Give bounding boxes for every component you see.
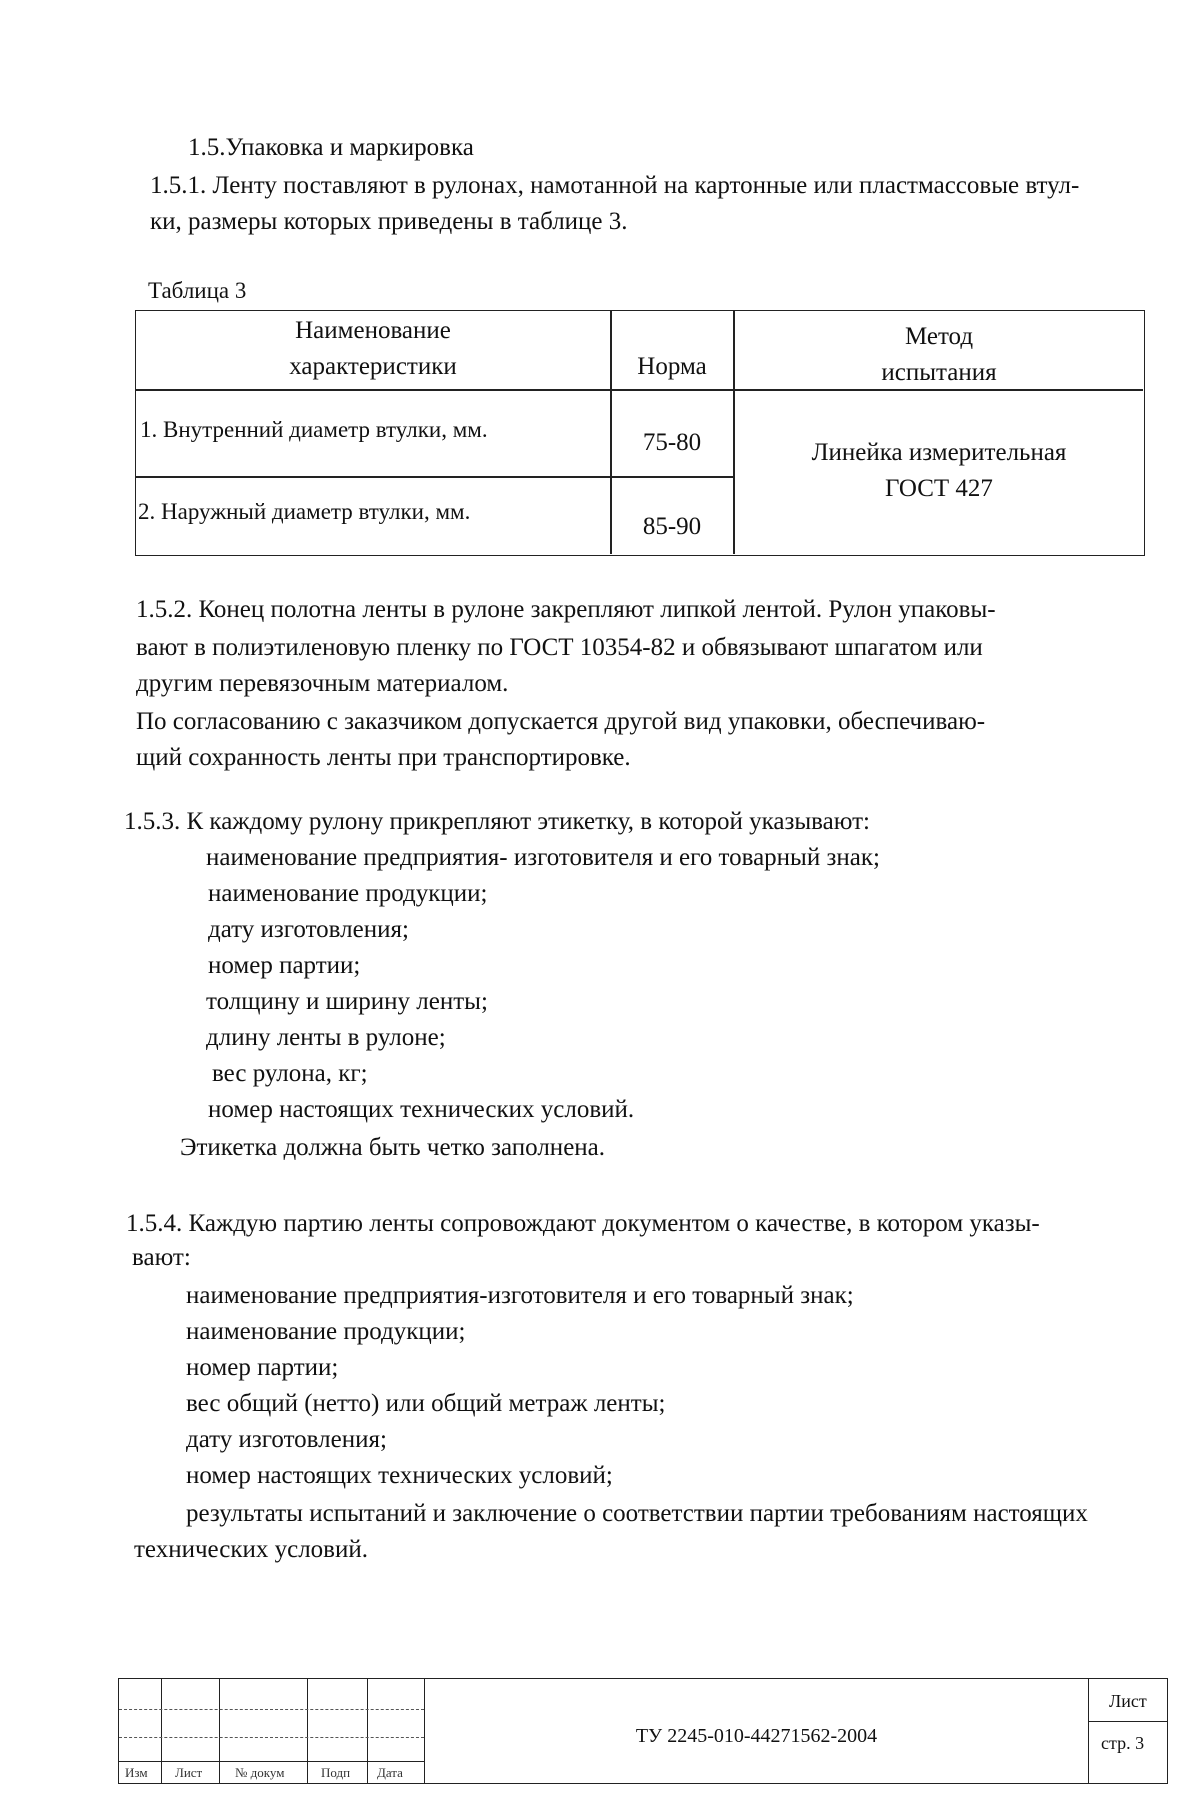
paragraph-1-5-1-line1: 1.5.1. Ленту поставляют в рулонах, намотанной на картонные или пластмассовые втул- bbox=[150, 172, 1080, 199]
sheet-label: Лист bbox=[1109, 1691, 1147, 1711]
header-name-cell bbox=[136, 313, 610, 385]
list-item: дату изготовления; bbox=[208, 916, 409, 943]
table-row-2-norm: 85-90 bbox=[642, 513, 702, 540]
header-method-line1: Метод bbox=[904, 323, 974, 350]
stamp-label-izm: Изм bbox=[125, 1765, 148, 1780]
list-item: дату изготовления; bbox=[186, 1426, 387, 1453]
stamp-label-signature: Подп bbox=[321, 1765, 351, 1780]
table-row-2-name: 2. Наружный диаметр втулки, мм. bbox=[138, 499, 471, 524]
list-item: наименование предприятия-изготовителя и его товарный знак; bbox=[186, 1282, 854, 1309]
list-item: номер настоящих технических условий; bbox=[186, 1462, 613, 1489]
list-item: толщину и ширину ленты; bbox=[206, 988, 488, 1015]
stamp-label-doc-number: № докум bbox=[235, 1765, 285, 1780]
list-item: вес рулона, кг; bbox=[212, 1060, 368, 1087]
paragraph-1-5-3-closing: Этикетка должна быть четко заполнена. bbox=[180, 1134, 606, 1161]
header-method-line2: испытания bbox=[881, 359, 997, 386]
header-norm: Норма bbox=[637, 353, 707, 380]
stamp-label-list: Лист bbox=[175, 1765, 203, 1780]
list-item: номер партии; bbox=[208, 952, 361, 979]
table-row-1-name: 1. Внутренний диаметр втулки, мм. bbox=[140, 417, 488, 442]
header-norm-cell bbox=[612, 349, 732, 385]
header-method-cell bbox=[735, 319, 1143, 391]
list-item: вес общий (нетто) или общий метраж ленты; bbox=[186, 1390, 666, 1417]
paragraph-1-5-4-intro-line1: 1.5.4. Каждую партию ленты сопровождают документом о качестве, в котором указы- bbox=[126, 1210, 1040, 1237]
table-3 bbox=[135, 310, 1145, 556]
method-line2: ГОСТ 427 bbox=[885, 475, 993, 502]
paragraph-1-5-2-line4: По согласованию с заказчиком допускается другой вид упаковки, обеспечиваю- bbox=[136, 708, 986, 735]
paragraph-1-5-2-line1: 1.5.2. Конец полотна ленты в рулоне закрепляют липкой лентой. Рулон упаковы- bbox=[136, 596, 996, 623]
header-name-line2: характеристики bbox=[289, 353, 457, 380]
list-item: длину ленты в рулоне; bbox=[206, 1024, 446, 1051]
title-block bbox=[118, 1678, 1168, 1784]
paragraph-1-5-2-line5: щий сохранность ленты при транспортировке. bbox=[136, 744, 631, 771]
list-item: наименование предприятия- изготовителя и его товарный знак; bbox=[206, 844, 880, 871]
table-caption: Таблица 3 bbox=[148, 278, 247, 303]
paragraph-1-5-4-last-line2: технических условий. bbox=[134, 1536, 368, 1563]
stamp-label-date: Дата bbox=[377, 1765, 403, 1780]
sheet-number: стр. 3 bbox=[1101, 1733, 1145, 1753]
document-number: ТУ 2245-010-44271562-2004 bbox=[635, 1725, 878, 1747]
paragraph-1-5-3-intro: 1.5.3. К каждому рулону прикрепляют этикетку, в которой указывают: bbox=[124, 808, 870, 835]
table-method-cell bbox=[735, 435, 1143, 507]
paragraph-1-5-2-line3: другим перевязочным материалом. bbox=[136, 670, 509, 697]
table-row-1-norm: 75-80 bbox=[642, 429, 702, 456]
paragraph-1-5-2-line2: вают в полиэтиленовую пленку по ГОСТ 10354-82 и обвязывают шпагатом или bbox=[136, 634, 983, 661]
method-line1: Линейка измерительная bbox=[811, 439, 1067, 466]
list-item: номер настоящих технических условий. bbox=[208, 1096, 635, 1123]
list-item: наименование продукции; bbox=[186, 1318, 466, 1345]
section-heading: 1.5.Упаковка и маркировка bbox=[188, 134, 474, 161]
header-name-line1: Наименование bbox=[295, 317, 451, 344]
list-item: номер партии; bbox=[186, 1354, 339, 1381]
list-item: наименование продукции; bbox=[208, 880, 488, 907]
paragraph-1-5-1-line2: ки, размеры которых приведены в таблице 3. bbox=[150, 208, 628, 235]
paragraph-1-5-4-intro-line2: вают: bbox=[132, 1244, 191, 1271]
paragraph-1-5-4-last-line1: результаты испытаний и заключение о соответствии партии требованиям настоящих bbox=[186, 1500, 1088, 1527]
